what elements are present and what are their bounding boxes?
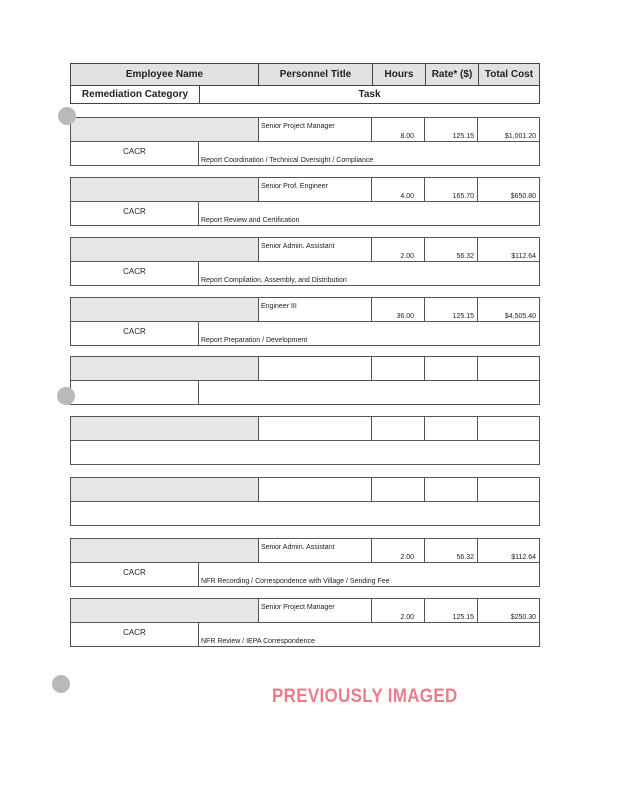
total-cost-cell-empty bbox=[478, 417, 539, 440]
rate-cell-empty bbox=[425, 357, 478, 380]
hours-value: 2.00 bbox=[400, 253, 414, 260]
task-cell bbox=[199, 142, 539, 165]
personnel-title-empty bbox=[259, 357, 372, 380]
personnel-title-header: Personnel Title bbox=[259, 64, 373, 85]
hours-header: Hours bbox=[373, 64, 426, 85]
task-text: NFR Review / IEPA Correspondence bbox=[201, 638, 315, 645]
total-cost-cell-empty bbox=[478, 357, 539, 380]
total-cost-header: Total Cost bbox=[484, 69, 534, 80]
rate-cell bbox=[425, 599, 478, 622]
personnel-title-empty bbox=[259, 417, 372, 440]
personnel-title: Senior Admin. Assistant bbox=[259, 238, 372, 261]
hours-cell bbox=[372, 118, 425, 141]
total-cost-cell bbox=[478, 118, 539, 141]
total-cost-cell bbox=[478, 238, 539, 261]
rate-cell bbox=[425, 178, 478, 201]
task-text: Report Coordination / Technical Oversight / Compliance bbox=[201, 157, 374, 164]
remediation-category: CACR bbox=[71, 563, 199, 586]
task-text: Report Preparation / Development bbox=[201, 337, 308, 344]
hours-cell bbox=[372, 539, 425, 562]
hours-value: 4.00 bbox=[400, 193, 414, 200]
rate-cell-empty bbox=[425, 417, 478, 440]
employee-name-redacted bbox=[71, 238, 259, 261]
rate-cell bbox=[425, 539, 478, 562]
hole-punch-icon bbox=[58, 107, 76, 125]
header-row-1 bbox=[71, 64, 539, 86]
rate-value: 56.32 bbox=[456, 253, 474, 260]
remediation-category: CACR bbox=[71, 202, 199, 225]
personnel-title: Senior Admin. Assistant bbox=[259, 539, 372, 562]
rate-header: Rate* ($) bbox=[426, 64, 479, 85]
rate-value: 56.32 bbox=[456, 554, 474, 561]
header-row-2 bbox=[71, 86, 539, 103]
task-cell-empty bbox=[199, 381, 539, 404]
hours-value: 2.00 bbox=[400, 614, 414, 621]
task-cell-empty bbox=[71, 441, 539, 464]
empty-entry-block bbox=[70, 477, 540, 526]
employee-name-redacted bbox=[71, 599, 259, 622]
hole-punch-icon bbox=[57, 387, 75, 405]
hours-cell-empty bbox=[372, 478, 425, 501]
rate-cell bbox=[425, 118, 478, 141]
employee-name-redacted bbox=[71, 118, 259, 141]
task-text: Report Compilation, Assembly, and Distribution bbox=[201, 277, 347, 284]
entry-block bbox=[70, 177, 540, 226]
task-cell bbox=[199, 262, 539, 285]
entry-block bbox=[70, 598, 540, 647]
task-cell bbox=[199, 322, 539, 345]
total-cost-cell bbox=[478, 599, 539, 622]
empty-entry-block bbox=[70, 356, 540, 405]
task-header: Task bbox=[358, 89, 381, 100]
hole-punch-icon bbox=[52, 675, 70, 693]
hours-cell bbox=[372, 178, 425, 201]
total-cost-value: $250.30 bbox=[510, 614, 536, 621]
employee-name-redacted bbox=[71, 178, 259, 201]
empty-entry-block bbox=[70, 416, 540, 465]
entry-block bbox=[70, 117, 540, 166]
previously-imaged-stamp: PREVIOUSLY IMAGED bbox=[272, 684, 458, 707]
remediation-category: CACR bbox=[71, 322, 199, 345]
remediation-category-empty bbox=[71, 381, 199, 404]
rate-value: 165.70 bbox=[452, 193, 474, 200]
hours-cell bbox=[372, 238, 425, 261]
personnel-title-empty bbox=[259, 478, 372, 501]
employee-name-redacted bbox=[71, 298, 259, 321]
task-cell bbox=[199, 202, 539, 225]
entry-block bbox=[70, 297, 540, 346]
total-cost-cell bbox=[478, 298, 539, 321]
hours-value: 36.00 bbox=[396, 313, 414, 320]
total-cost-cell bbox=[478, 539, 539, 562]
total-cost-value: $650.80 bbox=[510, 193, 536, 200]
rate-cell-empty bbox=[425, 478, 478, 501]
hours-value: 2.00 bbox=[400, 554, 414, 561]
hours-cell bbox=[372, 599, 425, 622]
total-cost-value: $112.64 bbox=[511, 253, 536, 260]
employee-name-redacted bbox=[71, 357, 259, 380]
remediation-category: CACR bbox=[71, 623, 199, 646]
task-cell-empty bbox=[71, 502, 539, 525]
rate-value: 125.15 bbox=[452, 313, 474, 320]
entry-block bbox=[70, 237, 540, 286]
hours-cell-empty bbox=[372, 417, 425, 440]
rate-value: 125.15 bbox=[452, 133, 474, 140]
personnel-title: Senior Project Manager bbox=[259, 118, 372, 141]
personnel-title: Senior Project Manager bbox=[259, 599, 372, 622]
task-cell bbox=[199, 623, 539, 646]
employee-name-redacted bbox=[71, 417, 259, 440]
total-cost-value: $112.64 bbox=[511, 554, 536, 561]
hours-value: 8.00 bbox=[400, 133, 414, 140]
column-header-table bbox=[70, 63, 540, 104]
personnel-title: Engineer III bbox=[259, 298, 372, 321]
employee-name-redacted bbox=[71, 478, 259, 501]
total-cost-cell-empty bbox=[478, 478, 539, 501]
hours-cell bbox=[372, 298, 425, 321]
task-text: NFR Recording / Correspondence with Village / Sending Fee bbox=[201, 578, 390, 585]
total-cost-cell bbox=[478, 178, 539, 201]
total-cost-value: $4,505.40 bbox=[504, 313, 536, 320]
entry-block bbox=[70, 538, 540, 587]
remediation-category-header: Remediation Category bbox=[71, 86, 200, 103]
total-cost-value: $1,001.20 bbox=[504, 133, 536, 140]
hours-cell-empty bbox=[372, 357, 425, 380]
personnel-title: Senior Prof. Engineer bbox=[259, 178, 372, 201]
task-cell bbox=[199, 563, 539, 586]
rate-cell bbox=[425, 238, 478, 261]
remediation-category: CACR bbox=[71, 142, 199, 165]
employee-name-redacted bbox=[71, 539, 259, 562]
rate-value: 125.15 bbox=[452, 614, 474, 621]
task-text: Report Review and Certification bbox=[201, 217, 300, 224]
employee-name-header: Employee Name bbox=[71, 64, 259, 85]
remediation-category: CACR bbox=[71, 262, 199, 285]
rate-cell bbox=[425, 298, 478, 321]
